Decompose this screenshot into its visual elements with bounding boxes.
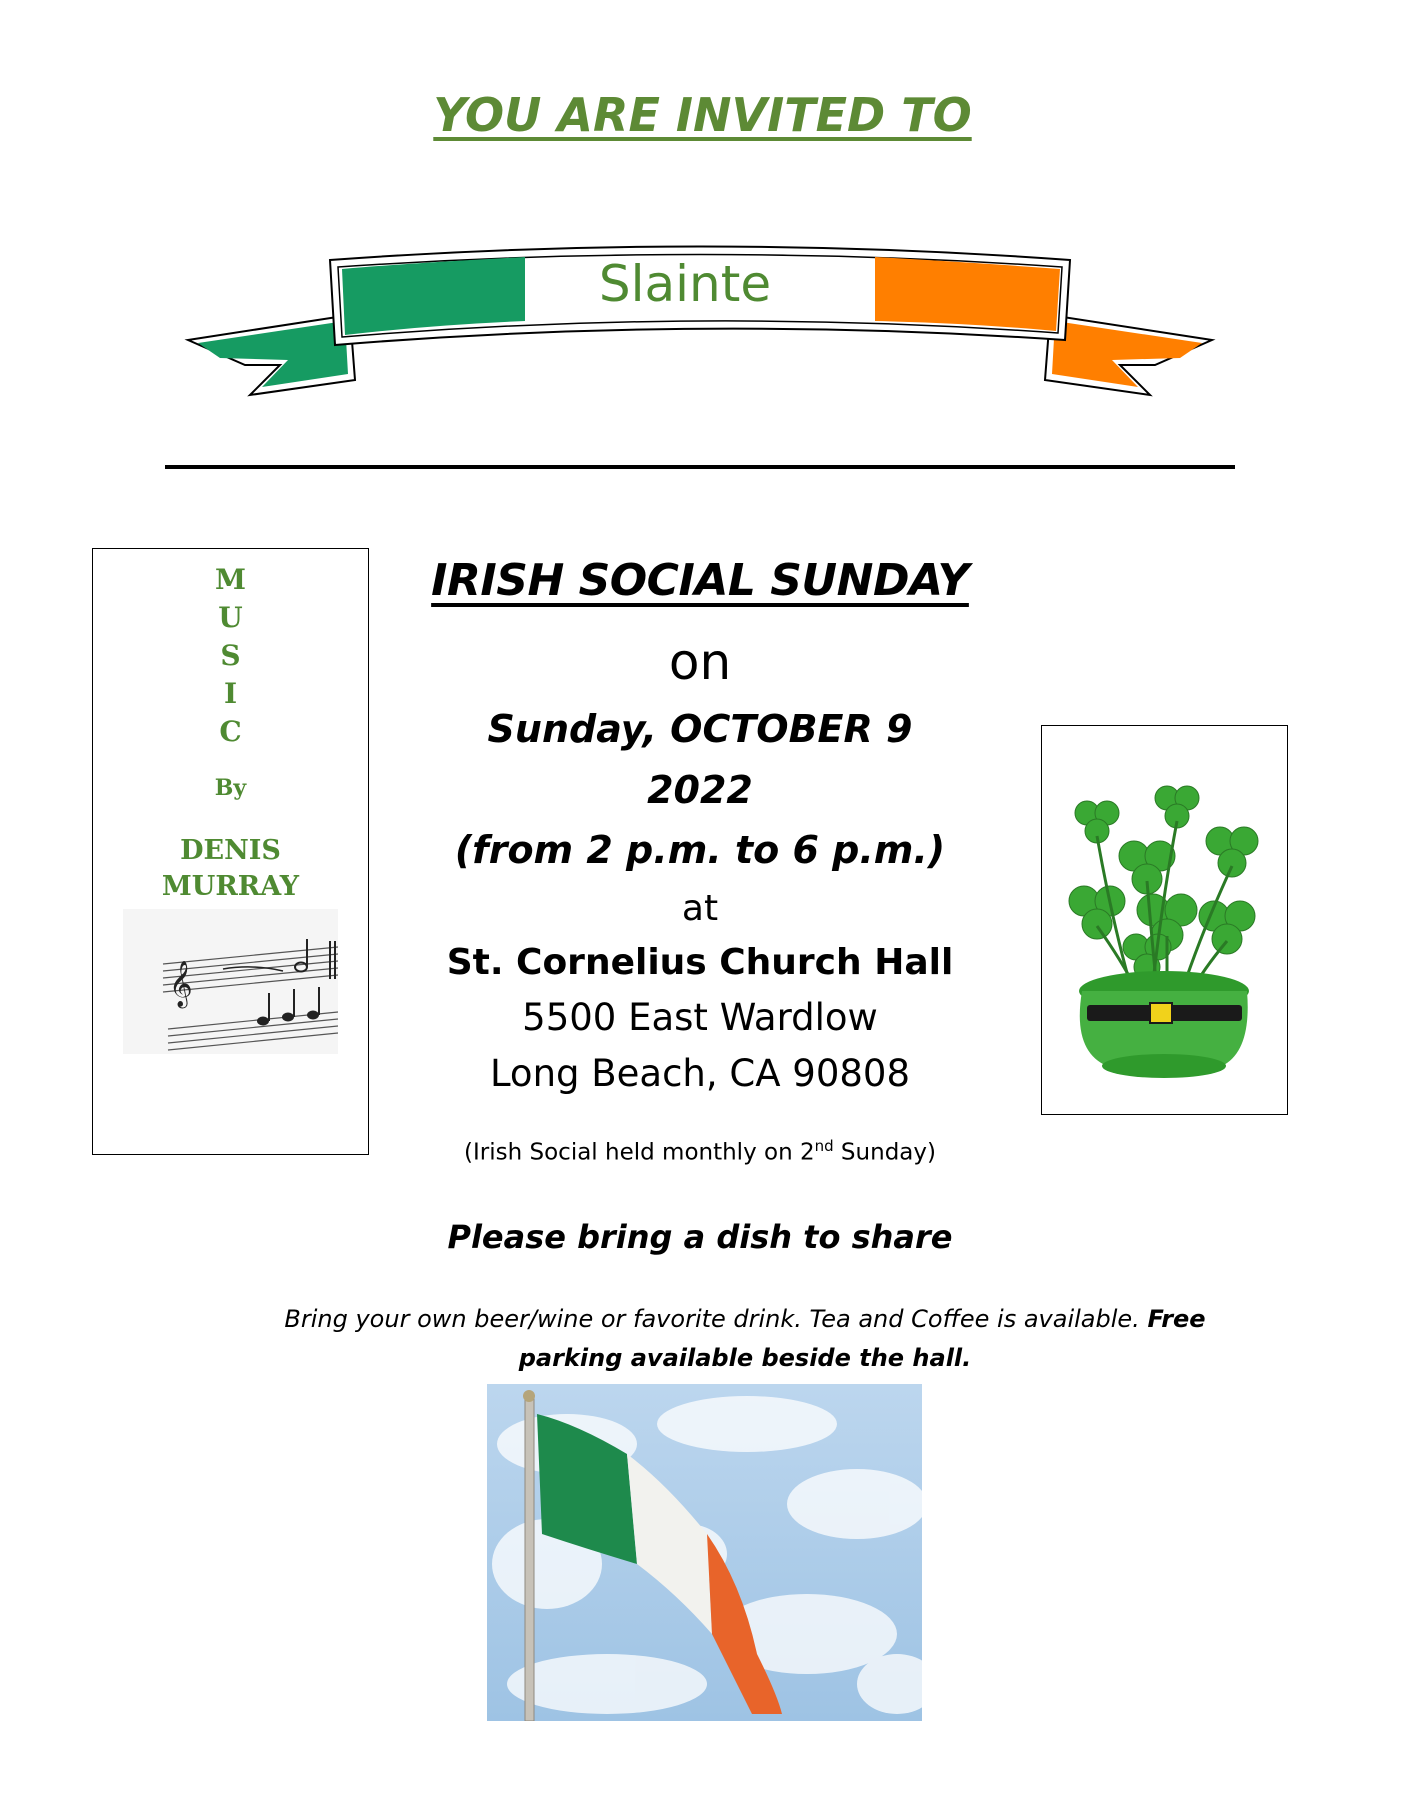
event-venue: St. Cornelius Church Hall <box>446 942 954 983</box>
note-superscript: nd <box>814 1137 834 1155</box>
hat-box <box>1041 725 1288 1115</box>
shamrock-hat-icon <box>1052 751 1277 1091</box>
sheet-music-icon <box>123 909 338 1054</box>
banner-text: Slainte <box>598 255 772 313</box>
note-text-end: Sunday) <box>833 1139 936 1166</box>
music-letter: S <box>220 639 241 672</box>
parking-text: parking available beside the hall. <box>518 1344 972 1372</box>
event-time: (from 2 p.m. to 6 p.m.) <box>454 828 946 872</box>
event-address-line1: 5500 East Wardlow <box>522 996 878 1039</box>
irish-flag-icon <box>487 1384 922 1721</box>
event-year: 2022 <box>647 768 753 812</box>
music-letter: C <box>219 715 242 748</box>
svg-text:𝄞: 𝄞 <box>169 961 193 1007</box>
event-note <box>380 1137 1020 1166</box>
event-title: IRISH SOCIAL SUNDAY <box>431 555 969 606</box>
music-letter: M <box>215 563 246 596</box>
divider <box>165 465 1235 469</box>
musician-first-name: DENIS <box>180 835 281 866</box>
music-box <box>92 548 369 1155</box>
event-address-line2: Long Beach, CA 90808 <box>489 1052 911 1095</box>
bring-text: Bring your own beer/wine or favorite drink. Tea and Coffee is available. <box>284 1305 1148 1333</box>
music-letters <box>93 561 368 751</box>
note-text: (Irish Social held monthly on 2 <box>464 1139 815 1166</box>
music-letter: U <box>218 601 243 634</box>
musician-last-name: MURRAY <box>161 871 300 902</box>
music-by: By <box>214 775 247 801</box>
event-at: at <box>681 888 719 929</box>
bring-note <box>230 1300 1260 1378</box>
music-letter: I <box>223 677 238 710</box>
event-on: on <box>668 633 732 691</box>
parking-free: Free <box>1147 1305 1206 1333</box>
dish-note: Please bring a dish to share <box>447 1218 953 1256</box>
invited-heading: YOU ARE INVITED TO <box>433 88 972 142</box>
event-date: Sunday, OCTOBER 9 <box>487 707 913 751</box>
musician-name <box>93 833 368 905</box>
